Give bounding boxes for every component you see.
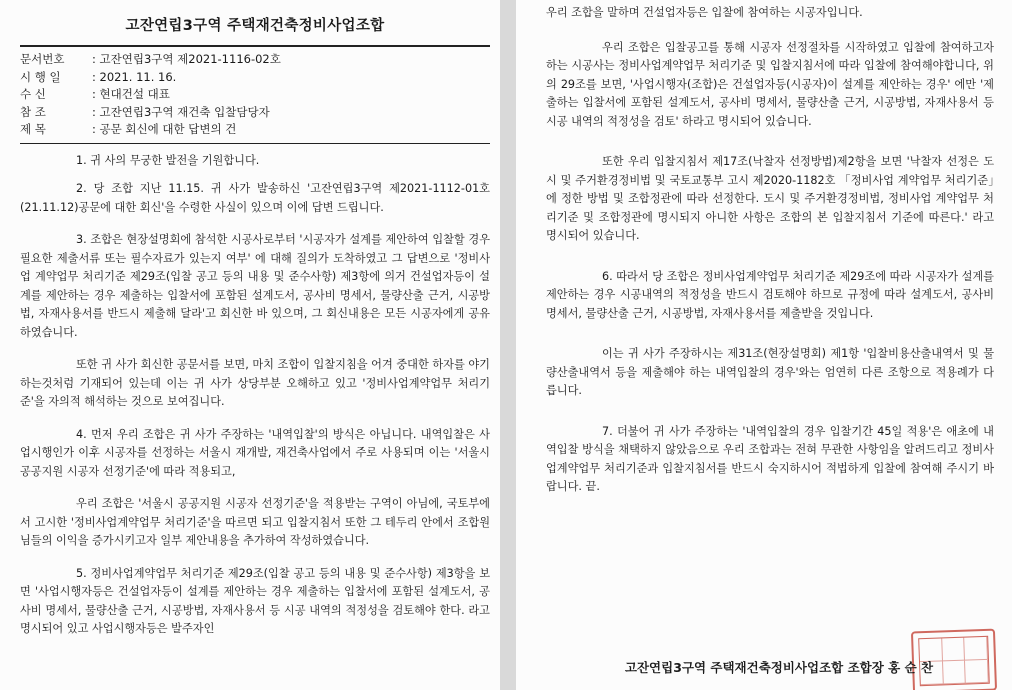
paragraph-2: 2. 당 조합 지난 11.15. 귀 사가 발송하신 '고잔연립3구역 제2021-1112-01호(21.11.12)공문에 대한 회신'을 수령한 사실이 있으며 이에 답변 드립니다. [20,182,490,214]
meta-row-doc-number [20,51,490,69]
document-title: 고잔연립3구역 주택재건축정비사업조합 [125,18,385,34]
paragraph-5-cont-3: 또한 우리 입찰지침서 제17조(낙찰자 선정방법)제2항을 보면 '낙찰자 선정은 도시 및 주거환경정비법 및 국토교통부 고시 제2020-1182호 「정비사업 계약업무 처리기준」에 정한 방법 및 조합정관에 따라 선정한다. 도시 및 주거환경정비법, 정비사업 계약업무 처리기준 및 조합정관에 명시되지 아니한 사항은 조합의 본 입찰지침서 기준에 따른다.' 라고 명시되어 있습니다. [546,155,994,242]
paragraph-6-cont: 이는 귀 사가 주장하시는 제31조(현장설명회) 제1항 '입찰비용산출내역서 및 물량산출내역서 등을 제출해야 하는 내역입찰의 경우'와는 엄연히 다른 조항으로 적용례가 다릅니다. [546,347,994,397]
paragraph-6: 6. 따라서 당 조합은 정비사업계약업무 처리기준 제29조에 따라 시공자가 설계를 제안하는 경우 시공내역의 적정성을 반드시 검토해야 하므로 규정에 따라 설계도서, 공사비 명세서, 물량산출 근거, 시공방법, 자재사용서를 제출받을 것입니다. [546,269,994,320]
meta-value: : 고잔연립3구역 재건축 입찰담당자 [92,104,270,119]
meta-label: 시 행 일 [20,69,61,84]
meta-row-subject [20,121,490,139]
meta-row-reference [20,104,490,122]
meta-value: : 2021. 11. 16. [92,69,177,84]
paragraph-5: 5. 정비사업계약업무 처리기준 제29조(입찰 공고 등의 내용 및 준수사항) 제3항을 보면 '사업시행자등은 건설업자등이 설계를 제안하는 경우 제출하는 입찰서에 포함된 설계도서, 공사비 명세서, 물량산출 근거, 시공방법, 자재사용서 등 시공 내역의 적정성을 검토해야 한다. 라고 명시되어 있고 사업시행자등은 발주자인 [20,566,490,635]
document-page-left [0,0,500,690]
meta-value: : 고잔연립3구역 제2021-1116-02호 [92,52,281,66]
document-meta [20,51,490,139]
document-page-right [516,0,1012,690]
meta-divider [20,143,490,144]
signature-line: 고잔연립3구역 주택재건축정비사업조합 조합장 홍 순 찬 [624,660,934,675]
meta-label: 제 목 [20,122,46,136]
paragraph-4-cont: 우리 조합은 '서울시 공공지원 시공자 선정기준'을 적용받는 구역이 아님에, 국토부에서 고시한 '정비사업계약업무 처리기준'을 따르면 되고 입찰지침서 또한 그 테두리 안에서 조합원님들의 이익을 증가시키고자 일부 제안내용을 추가하여 작성하였습니다. [20,497,490,547]
meta-value: : 공문 회신에 대한 답변의 건 [92,122,237,136]
meta-row-recipient [20,86,490,104]
paragraph-7: 7. 더불어 귀 사가 주장하는 '내역입찰의 경우 입찰기간 45일 적용'은 애초에 내역입찰 방식을 채택하지 않았음으로 우리 조합과는 전혀 무관한 사항임을 알려드리고 정비사업계약업무 처리기준과 입찰지침서를 반드시 숙지하시어 적법하게 입찰에 참여해 주시기 바랍니다. 끝. [546,424,994,493]
meta-value: : 현대건설 대표 [92,87,170,101]
paragraph-3-cont: 또한 귀 사가 회신한 공문서를 보면, 마치 조합이 입찰지침을 어겨 중대한 하자를 야기하는것처럼 기재되어 있는데 이는 귀 사가 상당부분 오해하고 있고 '정비사업계약업무 처리기준'을 자의적 해석하는 것으로 보여집니다. [20,358,490,408]
paragraph-4: 4. 먼저 우리 조합은 귀 사가 주장하는 '내역입찰'의 방식은 아닙니다. 내역입찰은 사업시행인가 이후 시공자를 선정하는 서울시 재개발, 재건축사업에서 주로 사용되며 이는 '서울시 공공지원 시공자 선정기준'에 따라 적용되고, [20,427,490,478]
paragraph-5-cont: 우리 조합을 말하며 건설업자등은 입찰에 참여하는 시공자입니다. [546,6,863,19]
paragraph-3: 3. 조합은 현장설명회에 참석한 시공사로부터 '시공자가 설계를 제안하여 입찰할 경우 필요한 제출서류 또는 필수자료가 있는지 여부' 에 대해 질의가 도착하였고 그 답변으로 '정비사업 계약업무 처리기준 제29조(입찰 공고 등의 내용 및 준수사항) 제3항에 의거 건설업자등이 설계를 제안하는 경우 제출하는 입찰서에 포함된 설계도서, 공사비 명세서, 물량산출 근거, 시공방법, 자재사용서를 반드시 제출해 달라'고 회신한 바 있으며, 그 회신내용은 모든 시공자에게 공유하였습니다. [20,233,490,339]
paragraph-1: 1. 귀 사의 무궁한 발전을 기원합니다. [76,153,260,167]
meta-label: 수 신 [20,87,46,101]
title-divider [20,45,490,47]
meta-row-date [20,69,490,87]
meta-label: 문서번호 [20,52,65,66]
meta-label: 참 조 [20,104,46,119]
paragraph-5-cont-2: 우리 조합은 입찰공고를 통해 시공자 선정절차를 시작하였고 입찰에 참여하고자 하는 시공사는 정비사업계약업무 처리기준 및 입찰지침서에 따라 입찰에 참여해야합니다, 위의 29조를 보면, '사업시행자(조합)은 건설업자등(시공자)이 설계를 제안하는 경우' 에만 '제출하는 입찰서에 포함된 설계도서, 공사비 명세서, 물량산출 근거, 시공방법, 자재사용서 등 시공 내역의 적정성을 검토' 하라고 명시되어 있습니다. [546,40,994,128]
